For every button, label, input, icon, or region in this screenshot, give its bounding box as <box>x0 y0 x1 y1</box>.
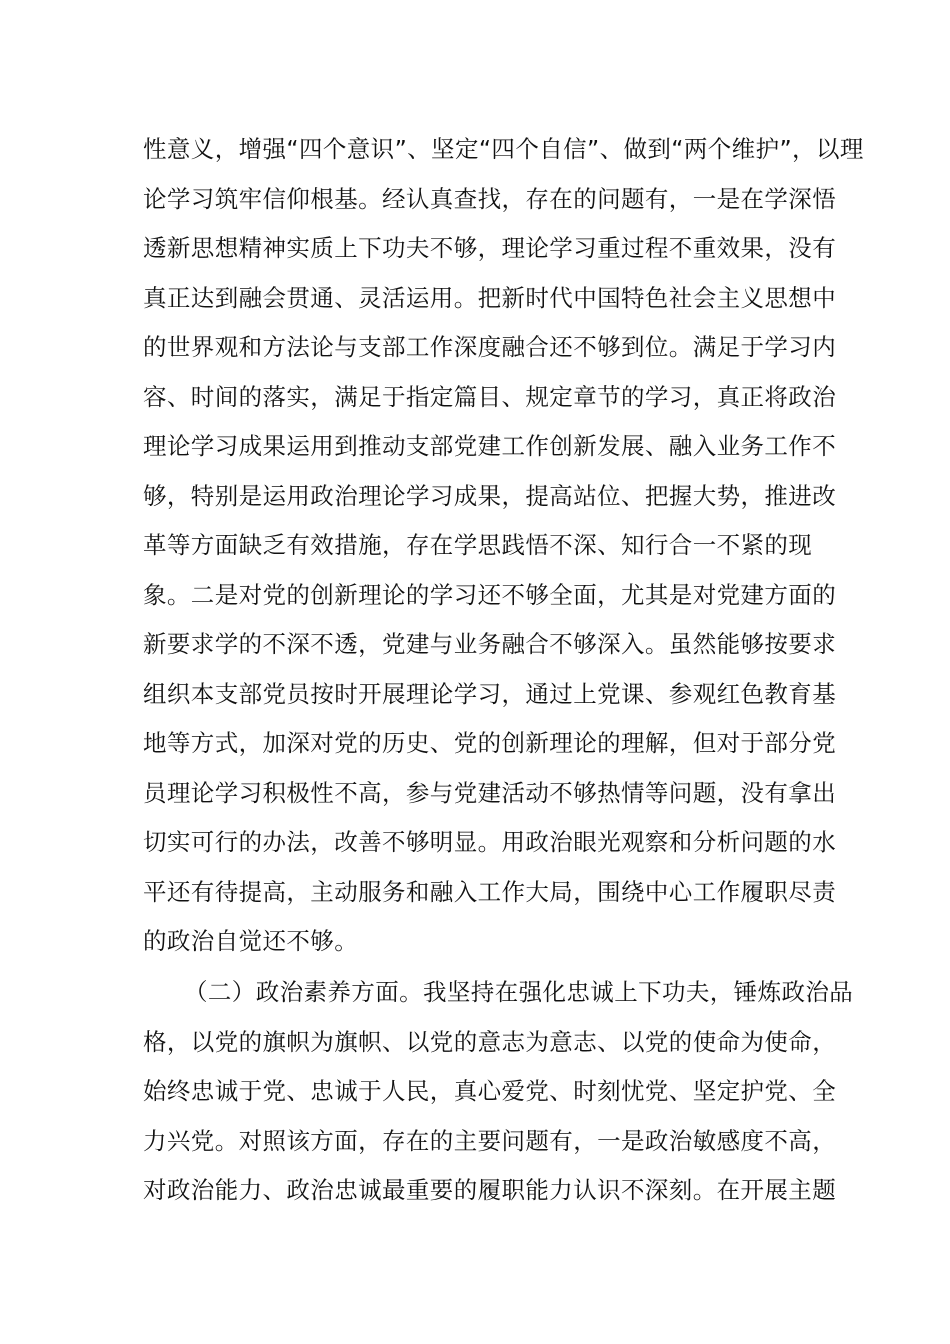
text-line: 地等方式，加深对党的历史、党的创新理论的理解，但对于部分党 <box>143 729 837 757</box>
text-line: 理论学习成果运用到推动支部党建工作创新发展、融入业务工作不 <box>143 432 837 460</box>
text-line: 始终忠诚于党、忠诚于人民，真心爱党、时刻忧党、坚定护党、全 <box>143 1077 837 1105</box>
text-line: 论学习筑牢信仰根基。经认真查找，存在的问题有，一是在学深悟 <box>143 184 837 213</box>
text-line: 的世界观和方法论与支部工作深度融合还不够到位。满足于学习内 <box>143 333 837 361</box>
text-line: 对政治能力、政治忠诚最重要的履职能力认识不深刻。在开展主题 <box>143 1176 837 1204</box>
text-line: 的政治自觉还不够。 <box>143 927 359 955</box>
text-line: 新要求学的不深不透，党建与业务融合不够深入。虽然能够按要求 <box>143 630 837 658</box>
text-line: 切实可行的办法，改善不够明显。用政治眼光观察和分析问题的水 <box>143 828 837 856</box>
text-line: 革等方面缺乏有效措施，存在学思践悟不深、知行合一不紧的现 <box>143 531 813 559</box>
text-line: 格，以党的旗帜为旗帜、以党的意志为意志、以党的使命为使命， <box>143 1027 837 1056</box>
paragraph-political-quality <box>143 968 854 1216</box>
text-line: 组织本支部党员按时开展理论学习，通过上党课、参观红色教育基 <box>143 679 837 708</box>
text-line: 象。二是对党的创新理论的学习还不够全面，尤其是对党建方面的 <box>143 580 837 609</box>
text-line: 员理论学习积极性不高，参与党建活动不够热情等问题，没有拿出 <box>143 778 837 807</box>
paragraph-political-theory <box>143 125 864 967</box>
text-line: 够，特别是运用政治理论学习成果，提高站位、把握大势，推进改 <box>143 481 837 510</box>
text-line: 透新思想精神实质上下功夫不够，理论学习重过程不重效果，没有 <box>143 234 837 262</box>
text-line: 平还有待提高，主动服务和融入工作大局，围绕中心工作履职尽责 <box>143 877 837 906</box>
text-line: 力兴党。对照该方面，存在的主要问题有，一是政治敏感度不高， <box>143 1126 837 1155</box>
text-line: 性意义，增强“四个意识”、坚定“四个自信”、做到“两个维护”，以理 <box>143 135 864 163</box>
text-line: 真正达到融会贯通、灵活运用。把新时代中国特色社会主义思想中 <box>143 283 837 312</box>
text-line: 容、时间的落实，满足于指定篇目、规定章节的学习，真正将政治 <box>143 382 837 411</box>
section-heading-line: （二）政治素养方面。我坚持在强化忠诚上下功夫，锤炼政治品 <box>184 978 854 1006</box>
